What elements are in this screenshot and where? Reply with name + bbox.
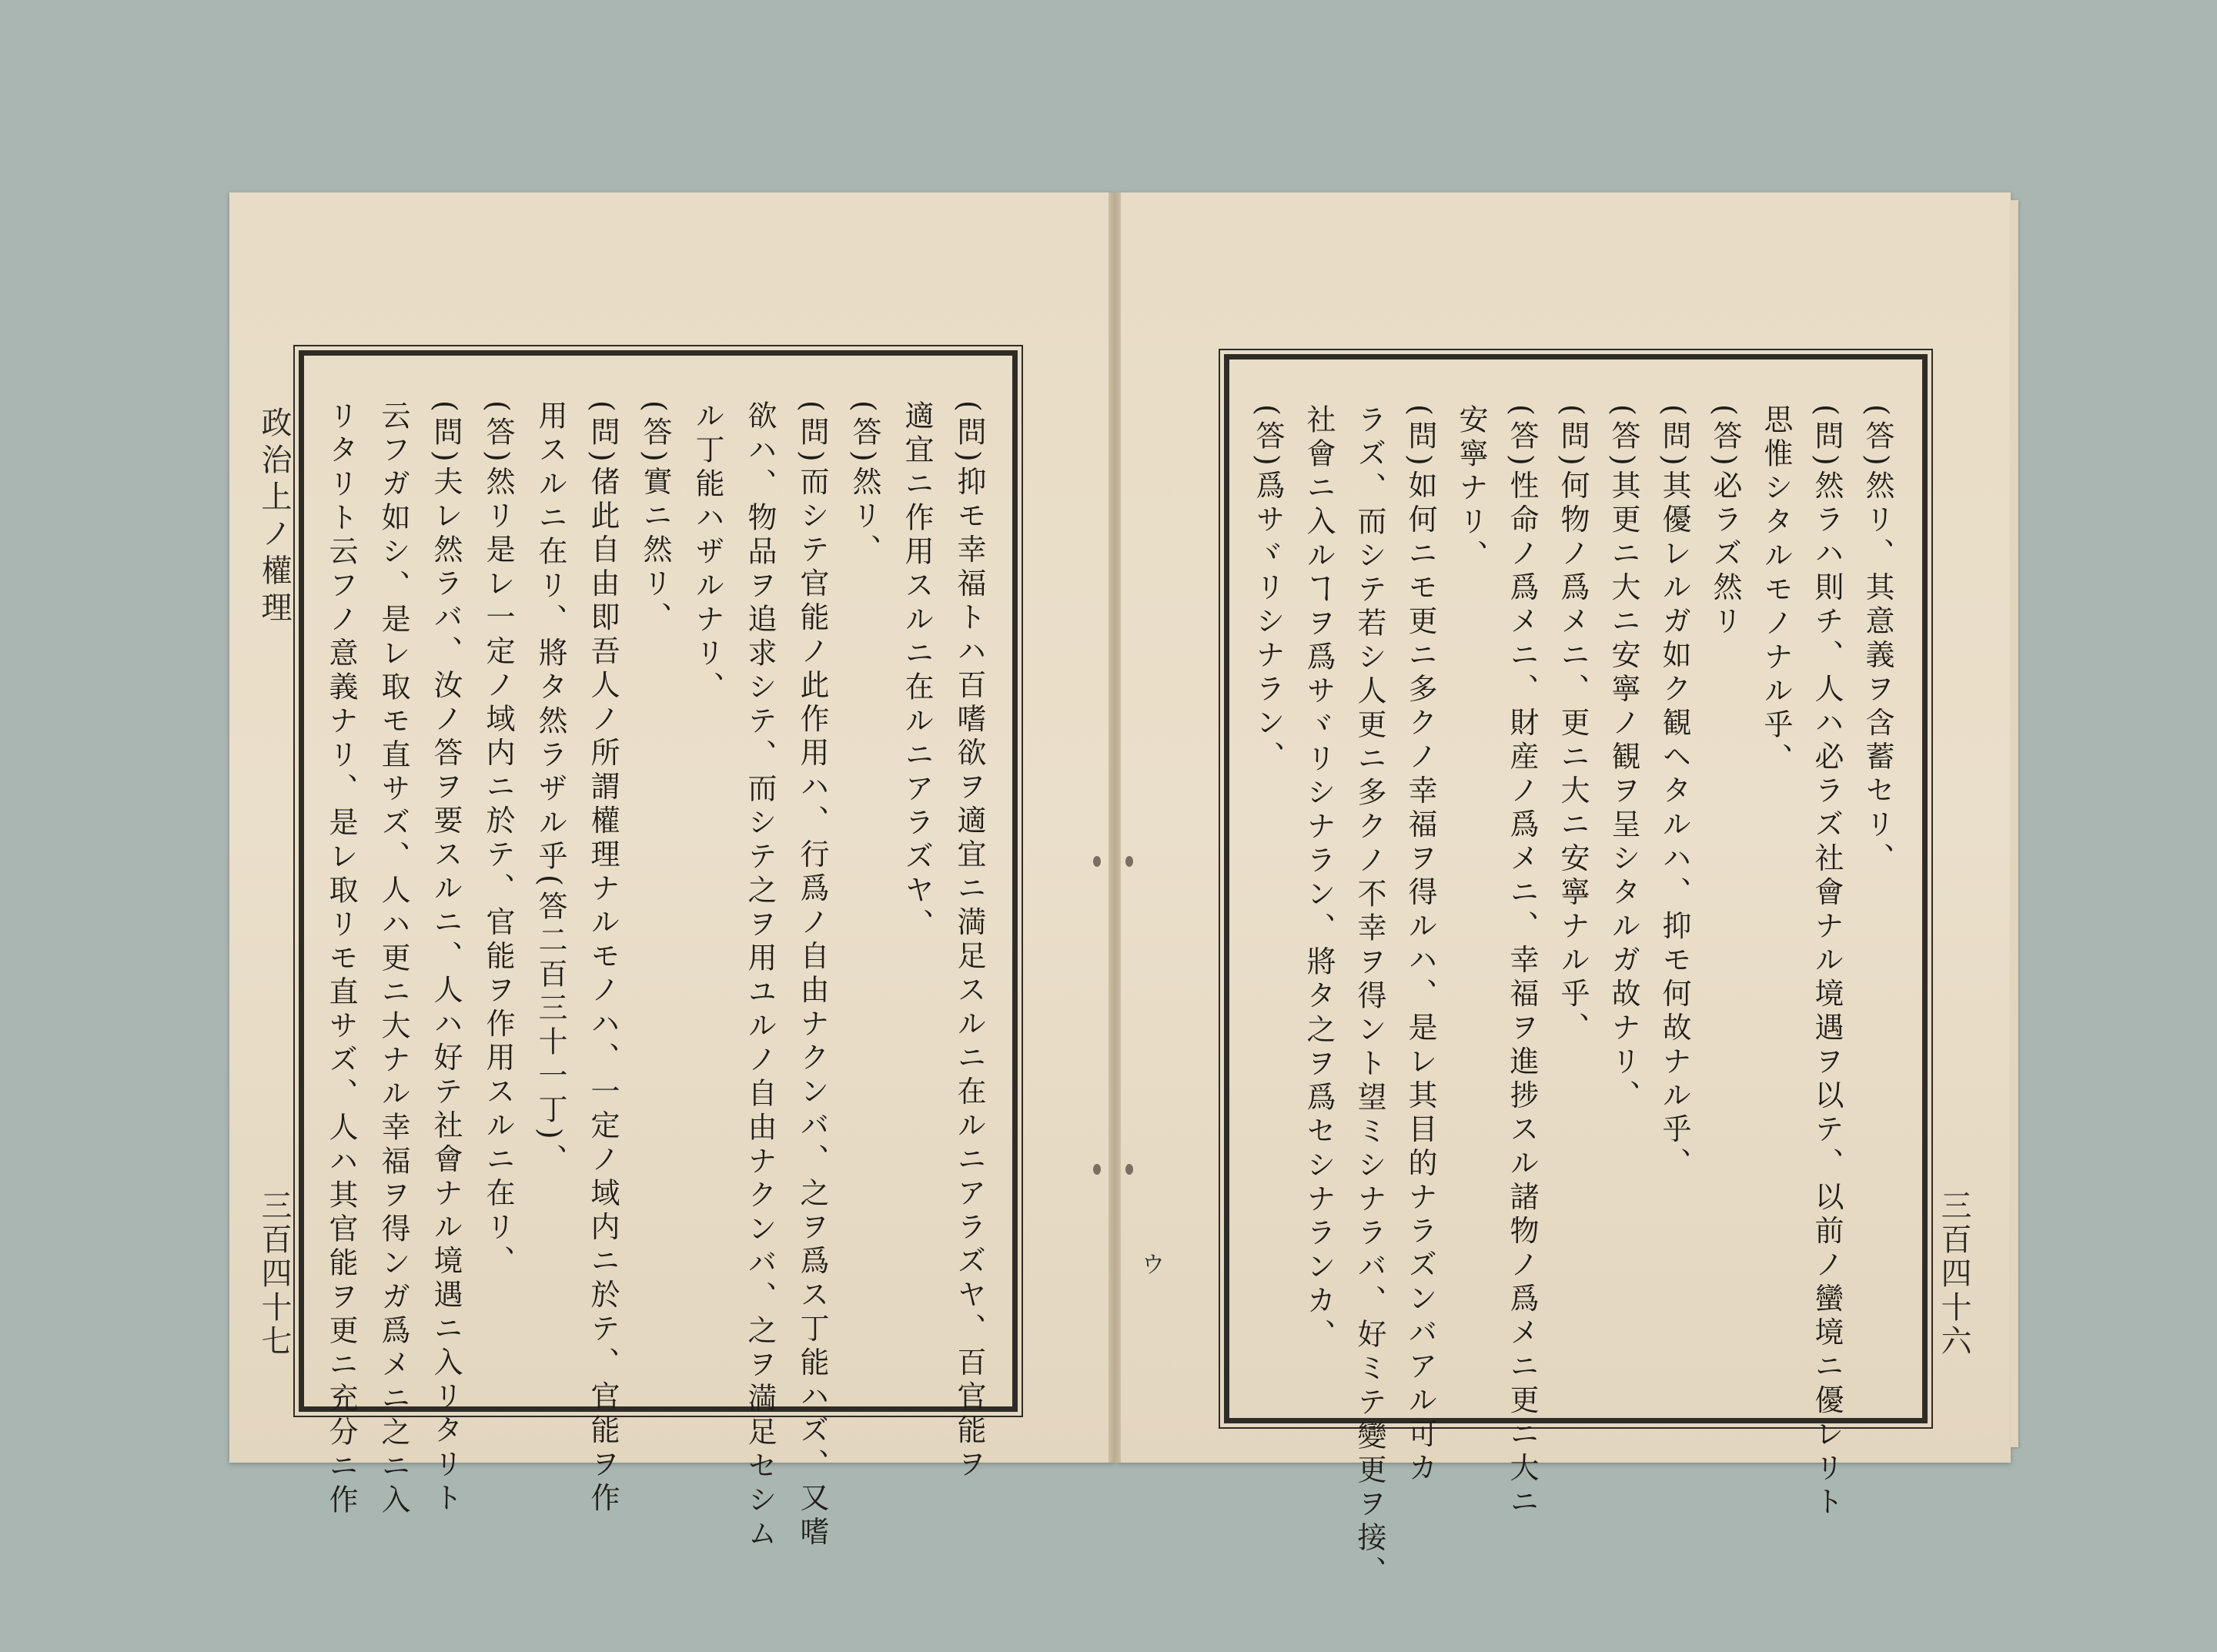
left-column-5: 欲ハ、物品ヲ追求シテ、而シテ之ヲ用ユルノ自由ナクンバ、之ヲ満足セシム xyxy=(743,400,777,1552)
right-page-number: 三百四十六 xyxy=(1936,1189,1971,1359)
left-column-8: (問)偖此自由即吾人ノ所謂權理ナルモノハ、一定ノ域内ニ於テ、官能ヲ作 xyxy=(586,400,620,1517)
right-column-11: ラズ、而シテ若シ人更ニ多クノ不幸ヲ得ント望ミシナラバ、好ミテ變更ヲ接、 xyxy=(1353,404,1386,1590)
right-column-12: 社會ニ入ルヿヲ爲サヾリシナラン、將タ之ヲ爲セシナランカ、 xyxy=(1302,404,1336,1353)
left-column-1: (問)抑モ幸福トハ百嗜欲ヲ適宜ニ満足スルニ在ルニアラズヤ、百官能ヲ xyxy=(952,400,986,1483)
right-column-5: (問)其優レルガ如ク観ヘタルハ、抑モ何故ナル乎、 xyxy=(1657,404,1691,1182)
left-column-13: リタリト云フノ意義ナリ、是レ取リモ直サズ、人ハ其官能ヲ更ニ充分ニ作 xyxy=(324,400,358,1518)
running-header: 政治上ノ權理 xyxy=(256,406,292,628)
right-column-4: (答)必ラズ然リ xyxy=(1708,404,1742,640)
left-column-11: (問)夫レ然ラバ、汝ノ答ヲ要スルニ、人ハ好テ社會ナル境遇ニ入リタリト xyxy=(429,400,463,1517)
right-column-3: 思惟シタルモノナル乎、 xyxy=(1759,404,1793,777)
left-column-3: (答)然リ、 xyxy=(848,400,881,568)
right-column-8: (答)性命ノ爲メニ、財産ノ爲メニ、幸福ヲ進捗スル諸物ノ爲メニ更ニ大ニ xyxy=(1505,404,1539,1520)
right-column-7: (問)何物ノ爲メニ、更ニ大ニ安寧ナル乎、 xyxy=(1556,404,1590,1046)
left-column-7: (答)實ニ然リ、 xyxy=(638,400,672,636)
binding-hole xyxy=(1125,1164,1133,1175)
left-column-6: ル丁能ハザルナリ、 xyxy=(691,400,724,705)
right-column-9: 安寧ナリ、 xyxy=(1454,404,1488,574)
binding-hole xyxy=(1093,856,1101,867)
right-column-10: (問)如何ニモ更ニ多クノ幸福ヲ得ルハ、是レ其目的ナラズンバアル可カ xyxy=(1403,404,1437,1486)
book-gutter xyxy=(1108,192,1121,1463)
left-page-number: 三百四十七 xyxy=(256,1189,292,1359)
right-column-6: (答)其更ニ大ニ安寧ノ観ヲ呈シタルガ故ナリ、 xyxy=(1607,404,1640,1114)
binding-hole xyxy=(1093,1164,1101,1175)
left-column-9: 用スルニ在リ、將タ然ラザル乎(答二百三十一丁)、 xyxy=(533,400,567,1178)
left-column-4: (問)而シテ官能ノ此作用ハ、行爲ノ自由ナクンバ、之ヲ爲ス丁能ハズ、又嗜 xyxy=(795,400,829,1550)
right-column-1: (答)然リ、其意義ヲ含蓄セリ、 xyxy=(1861,404,1894,877)
left-column-10: (答)然リ是レ一定ノ域内ニ於テ、官能ヲ作用スルニ在リ、 xyxy=(481,400,515,1279)
right-column-13: (答)爲サヾリシナラン、 xyxy=(1251,404,1285,775)
binding-hole xyxy=(1125,856,1133,867)
left-column-2: 適宜ニ作用スルニ在ルニアラズヤ、 xyxy=(900,400,934,942)
right-column-2: (問)然ラハ則チ、人ハ必ラズ社會ナル境遇ヲ以テ、以前ノ蠻境ニ優レリト xyxy=(1810,404,1844,1520)
left-column-12: 云フガ如シ、是レ取モ直サズ、人ハ更ニ大ナル幸福ヲ得ンガ爲メニ之ニ入 xyxy=(376,400,410,1518)
gutter-mark: ウ xyxy=(1142,1252,1165,1279)
